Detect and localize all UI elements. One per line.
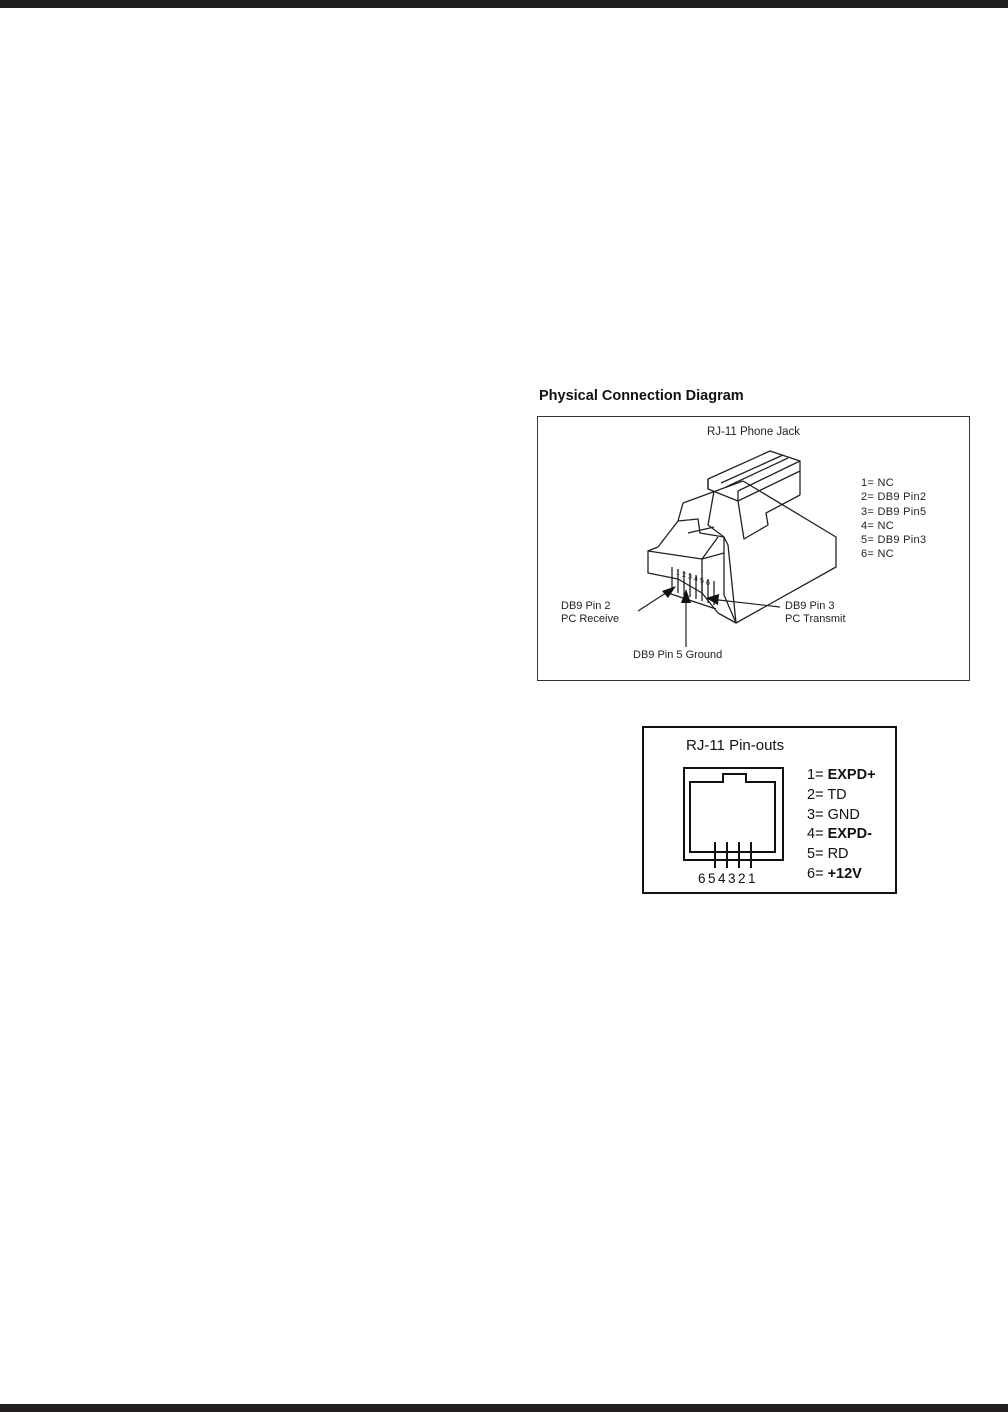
callout-ground: DB9 Pin 5 Ground: [633, 649, 723, 661]
callout-pc-receive: DB9 Pin 2 PC Receive: [561, 600, 620, 625]
jack-pin-list: [861, 476, 926, 562]
bottom-border-bar: [0, 1404, 1008, 1412]
jack-pin-item: 1= NC: [861, 477, 895, 489]
pinout-list: [807, 766, 876, 885]
rj11-pinouts-diagram: [642, 726, 897, 894]
pinout-item: 5= RD: [807, 846, 849, 863]
contact-number: 2: [682, 572, 686, 579]
socket-pin-numbers: 654321: [698, 871, 759, 886]
callout-pc-transmit: DB9 Pin 3 PC Transmit: [785, 600, 846, 625]
pinout-item: 1= EXPD+: [807, 767, 876, 783]
contact-number: 4: [694, 576, 698, 583]
jack-pin-item: 2= DB9 Pin2: [861, 491, 927, 504]
jack-pin-item: 6= NC: [861, 548, 895, 561]
contact-number: 5: [700, 578, 704, 585]
pinout-item: 4= EXPD-: [807, 826, 872, 843]
jack-pin-item: 5= DB9 Pin3: [861, 534, 927, 547]
jack-pin-item: 4= NC: [861, 519, 895, 532]
pinout-item: 3= GND: [807, 806, 860, 823]
contact-number: 6: [706, 580, 710, 587]
top-border-bar: [0, 0, 1008, 8]
section-title: Physical Connection Diagram: [539, 388, 744, 404]
rj11-phone-jack-title: RJ-11 Phone Jack: [706, 426, 801, 438]
pinout-item: 2= TD: [807, 786, 847, 803]
jack-pin-item: 3= DB9 Pin5: [861, 505, 927, 518]
contact-number: 3: [688, 574, 692, 581]
physical-connection-diagram: [537, 416, 970, 681]
contact-number: 1: [676, 570, 680, 577]
pinout-item: 6= +12V: [807, 865, 862, 882]
rj11-pinouts-title: RJ-11 Pin-outs: [686, 737, 785, 754]
